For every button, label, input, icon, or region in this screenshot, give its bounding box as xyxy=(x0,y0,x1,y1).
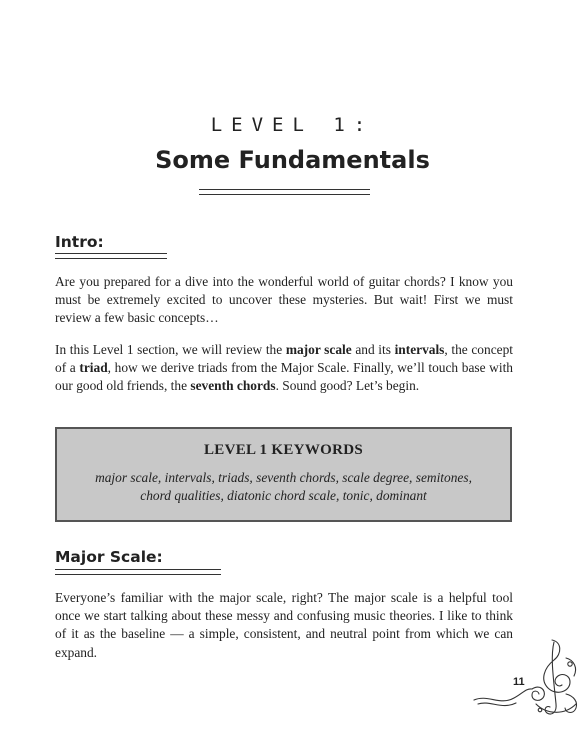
keywords-list xyxy=(67,469,500,505)
page-title: Some Fundamentals xyxy=(155,146,430,174)
keywords-title: LEVEL 1 KEYWORDS xyxy=(203,442,363,458)
major-scale-heading: Major Scale: xyxy=(55,548,163,566)
term-triad: triad xyxy=(79,360,108,376)
intro-paragraph-1: Are you prepared for a dive into the wonderful world of guitar chords? I know you must be extremely excited to uncover these mysteries. But wait! First we must review a few basic concepts… xyxy=(55,274,513,326)
title-divider xyxy=(199,189,370,195)
intro-paragraph-2: In this Level 1 section, we will review the major scale and its intervals, the concept of a triad, how we derive triads from the Major Scale. Finally, we’ll touch base with our good old friends, the seventh chords. Sound good? Let’s begin. xyxy=(55,342,514,394)
major-scale-paragraph-1: Everyone’s familiar with the major scale, right? The major scale is a helpful tool once we start talking about these messy and confusing music theories. I like to think of it as the baseline — a simple, consistent, and neutral point from which we can expand. xyxy=(55,590,513,660)
term-major-scale: major scale xyxy=(285,342,352,357)
level-label: LEVEL 1: xyxy=(210,114,375,136)
keywords-line-2: chord qualities, diatonic chord scale, tonic, dominant xyxy=(140,488,427,503)
term-seventh-chords: seventh chords xyxy=(190,378,276,394)
page-number: 11 xyxy=(513,676,525,688)
keywords-line-1: major scale, intervals, triads, seventh chords, scale degree, semitones, xyxy=(95,470,472,485)
treble-clef-swirl-icon xyxy=(470,634,582,718)
intro-heading-rule xyxy=(55,253,167,259)
term-intervals: intervals xyxy=(394,342,445,357)
major-scale-heading-rule xyxy=(55,569,221,575)
intro-heading: Intro: xyxy=(55,233,104,251)
keywords-box xyxy=(55,427,512,522)
